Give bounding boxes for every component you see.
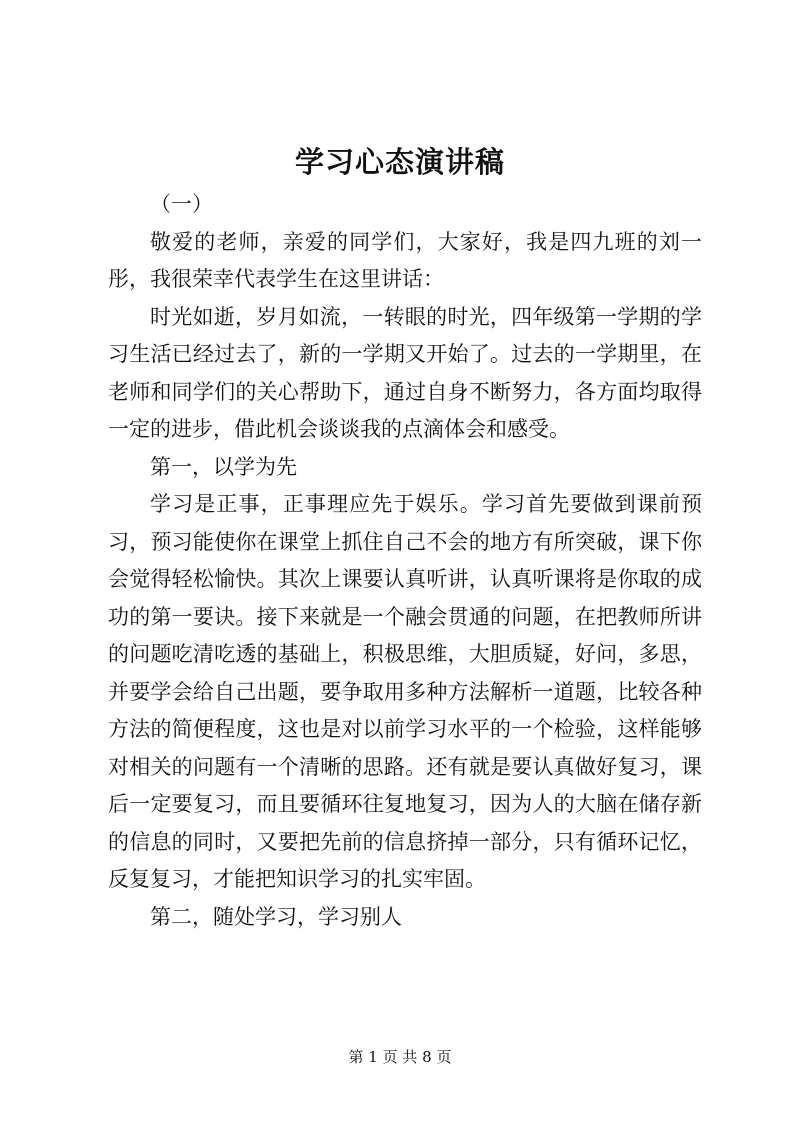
page-number: 第 1 页 共 8 页 (348, 1048, 452, 1066)
section-marker: （一） (150, 192, 213, 216)
paragraph-intro: 时光如逝，岁月如流，一转眼的时光，四年级第一学期的学习生活已经过去了，新的一学期又开始了。过去的一学期里，在老师和同学们的关心帮助下，通过自身不断努力，各方面均取得一定的进步，借此机会谈谈我的点滴体会和感受。 (108, 304, 702, 441)
heading-second-point: 第二，随处学习，学习别人 (150, 904, 402, 929)
heading-first-point: 第一，以学为先 (150, 454, 297, 479)
document-title: 学习心态演讲稿 (294, 145, 505, 179)
paragraph-greeting: 敬爱的老师，亲爱的同学们，大家好，我是四九班的刘一彤，我很荣幸代表学生在这里讲话： (108, 229, 702, 291)
page-footer (0, 1047, 800, 1067)
paragraph-study-method: 学习是正事，正事理应先于娱乐。学习首先要做到课前预习，预习能使你在课堂上抓住自己不会的地方有所突破，课下你会觉得轻松愉快。其次上课要认真听讲，认真听课将是你取的成功的第一要诀。接下来就是一个融会贯通的问题，在把教师所讲的问题吃清吃透的基础上，积极思维，大胆质疑，好问，多思，并要学会给自己出题，要争取用多种方法解析一道题，比较各种方法的简便程度，这也是对以前学习水平的一个检验，这样能够对相关的问题有一个清晰的思路。还有就是要认真做好复习，课后一定要复习，而且要循环往复地复习，因为人的大脑在储存新的信息的同时，又要把先前的信息挤掉一部分，只有循环记忆，反复复习，才能把知识学习的扎实牢固。 (108, 492, 702, 891)
document-body (108, 186, 702, 936)
